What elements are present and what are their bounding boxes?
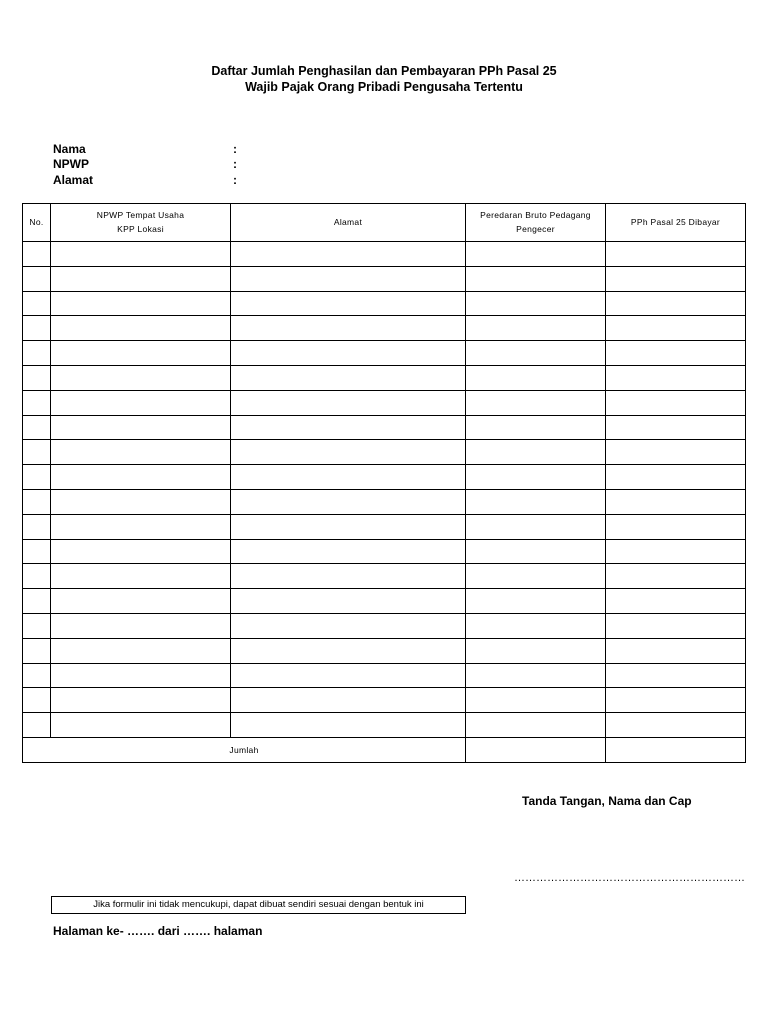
- table-header-row: [23, 204, 746, 242]
- cell-no[interactable]: [23, 465, 51, 490]
- cell-peredaran[interactable]: [466, 341, 606, 366]
- cell-peredaran[interactable]: [466, 514, 606, 539]
- cell-pph[interactable]: [606, 589, 746, 614]
- form-title-line2: Wajib Pajak Orang Pribadi Pengusaha Tertentu: [245, 80, 523, 94]
- cell-no[interactable]: [23, 539, 51, 564]
- cell-alamat[interactable]: [231, 539, 466, 564]
- cell-pph[interactable]: [606, 465, 746, 490]
- cell-no[interactable]: [23, 242, 51, 267]
- table-row: [23, 390, 746, 415]
- cell-pph[interactable]: [606, 489, 746, 514]
- cell-alamat[interactable]: [231, 291, 466, 316]
- info-sep: :: [233, 142, 237, 156]
- cell-peredaran[interactable]: [466, 440, 606, 465]
- cell-alamat[interactable]: [231, 514, 466, 539]
- table-row: [23, 514, 746, 539]
- cell-no[interactable]: [23, 440, 51, 465]
- col-header-npwp-line2: KPP Lokasi: [117, 223, 164, 234]
- cell-pph[interactable]: [606, 415, 746, 440]
- table-row: [23, 713, 746, 738]
- table-row: [23, 489, 746, 514]
- cell-pph[interactable]: [606, 341, 746, 366]
- cell-no[interactable]: [23, 291, 51, 316]
- cell-npwp[interactable]: [51, 613, 231, 638]
- cell-no[interactable]: [23, 713, 51, 738]
- info-sep: :: [233, 157, 237, 171]
- table-row: [23, 316, 746, 341]
- info-label-npwp: NPWP: [53, 157, 89, 171]
- cell-npwp[interactable]: [51, 663, 231, 688]
- cell-alamat[interactable]: [231, 415, 466, 440]
- cell-alamat[interactable]: [231, 564, 466, 589]
- cell-npwp[interactable]: [51, 440, 231, 465]
- signature-label: Tanda Tangan, Nama dan Cap: [522, 794, 692, 808]
- col-header-peredaran-line2: Pengecer: [516, 223, 555, 234]
- cell-npwp[interactable]: [51, 713, 231, 738]
- table-row: [23, 564, 746, 589]
- total-pph-cell[interactable]: [606, 737, 746, 762]
- cell-peredaran[interactable]: [466, 638, 606, 663]
- cell-no[interactable]: [23, 564, 51, 589]
- table-row: [23, 663, 746, 688]
- col-header-npwp-line1: NPWP Tempat Usaha: [96, 209, 185, 220]
- table-row: [23, 539, 746, 564]
- form-note-box: Jika formulir ini tidak mencukupi, dapat dibuat sendiri sesuai dengan bentuk ini: [51, 896, 466, 914]
- cell-no[interactable]: [23, 638, 51, 663]
- cell-no[interactable]: [23, 365, 51, 390]
- cell-pph[interactable]: [606, 291, 746, 316]
- cell-alamat[interactable]: [231, 465, 466, 490]
- cell-pph[interactable]: [606, 316, 746, 341]
- total-peredaran-cell[interactable]: [466, 737, 606, 762]
- col-header-no: No.: [23, 204, 51, 242]
- cell-peredaran[interactable]: [466, 713, 606, 738]
- cell-alamat[interactable]: [231, 440, 466, 465]
- cell-pph[interactable]: [606, 440, 746, 465]
- info-label-nama: Nama: [53, 142, 86, 156]
- cell-alamat[interactable]: [231, 613, 466, 638]
- cell-peredaran[interactable]: [466, 489, 606, 514]
- cell-npwp[interactable]: [51, 564, 231, 589]
- table-body: [23, 242, 746, 738]
- cell-alamat[interactable]: [231, 365, 466, 390]
- cell-npwp[interactable]: [51, 688, 231, 713]
- cell-peredaran[interactable]: [466, 316, 606, 341]
- cell-npwp[interactable]: [51, 415, 231, 440]
- page-number-text: Halaman ke- ……. dari ……. halaman: [53, 924, 263, 938]
- table-row: [23, 242, 746, 267]
- table-row: [23, 688, 746, 713]
- cell-pph[interactable]: [606, 564, 746, 589]
- cell-pph[interactable]: [606, 242, 746, 267]
- cell-peredaran[interactable]: [466, 663, 606, 688]
- cell-alamat[interactable]: [231, 341, 466, 366]
- cell-no[interactable]: [23, 415, 51, 440]
- cell-no[interactable]: [23, 489, 51, 514]
- table-row: [23, 465, 746, 490]
- cell-pph[interactable]: [606, 266, 746, 291]
- cell-no[interactable]: [23, 613, 51, 638]
- cell-peredaran[interactable]: [466, 390, 606, 415]
- cell-alamat[interactable]: [231, 638, 466, 663]
- cell-alamat[interactable]: [231, 688, 466, 713]
- cell-peredaran[interactable]: [466, 539, 606, 564]
- cell-no[interactable]: [23, 316, 51, 341]
- total-label: Jumlah: [23, 737, 466, 762]
- cell-alamat[interactable]: [231, 316, 466, 341]
- cell-no[interactable]: [23, 266, 51, 291]
- cell-alamat[interactable]: [231, 589, 466, 614]
- cell-alamat[interactable]: [231, 663, 466, 688]
- cell-pph[interactable]: [606, 638, 746, 663]
- cell-alamat[interactable]: [231, 489, 466, 514]
- info-row-alamat: [53, 173, 237, 187]
- cell-npwp[interactable]: [51, 365, 231, 390]
- cell-no[interactable]: [23, 663, 51, 688]
- cell-peredaran[interactable]: [466, 465, 606, 490]
- cell-peredaran[interactable]: [466, 415, 606, 440]
- cell-peredaran[interactable]: [466, 589, 606, 614]
- cell-pph[interactable]: [606, 365, 746, 390]
- cell-pph[interactable]: [606, 713, 746, 738]
- cell-pph[interactable]: [606, 688, 746, 713]
- cell-no[interactable]: [23, 341, 51, 366]
- cell-npwp[interactable]: [51, 638, 231, 663]
- cell-npwp[interactable]: [51, 390, 231, 415]
- table-row: [23, 415, 746, 440]
- cell-npwp[interactable]: [51, 291, 231, 316]
- cell-peredaran[interactable]: [466, 688, 606, 713]
- cell-no[interactable]: [23, 390, 51, 415]
- col-header-pph: PPh Pasal 25 Dibayar: [606, 204, 746, 242]
- table-row: [23, 365, 746, 390]
- cell-npwp[interactable]: [51, 465, 231, 490]
- tax-table: [22, 203, 746, 763]
- cell-npwp[interactable]: [51, 514, 231, 539]
- info-row-nama: [53, 142, 237, 156]
- cell-alamat[interactable]: [231, 266, 466, 291]
- cell-peredaran[interactable]: [466, 613, 606, 638]
- cell-pph[interactable]: [606, 663, 746, 688]
- cell-alamat[interactable]: [231, 242, 466, 267]
- cell-npwp[interactable]: [51, 489, 231, 514]
- info-label-alamat: Alamat: [53, 173, 94, 187]
- cell-peredaran[interactable]: [466, 266, 606, 291]
- cell-pph[interactable]: [606, 514, 746, 539]
- table-row: [23, 291, 746, 316]
- cell-pph[interactable]: [606, 539, 746, 564]
- table-row: [23, 266, 746, 291]
- cell-npwp[interactable]: [51, 341, 231, 366]
- table-row: [23, 589, 746, 614]
- cell-pph[interactable]: [606, 390, 746, 415]
- cell-npwp[interactable]: [51, 266, 231, 291]
- cell-npwp[interactable]: [51, 242, 231, 267]
- cell-npwp[interactable]: [51, 539, 231, 564]
- cell-pph[interactable]: [606, 613, 746, 638]
- cell-peredaran[interactable]: [466, 291, 606, 316]
- cell-no[interactable]: [23, 514, 51, 539]
- info-row-npwp: [53, 157, 237, 171]
- cell-npwp[interactable]: [51, 589, 231, 614]
- cell-peredaran[interactable]: [466, 564, 606, 589]
- form-title-line1: Daftar Jumlah Penghasilan dan Pembayaran PPh Pasal 25: [211, 64, 557, 78]
- table-row: [23, 440, 746, 465]
- cell-peredaran[interactable]: [466, 365, 606, 390]
- table-row: [23, 341, 746, 366]
- total-row: [23, 737, 746, 762]
- cell-no[interactable]: [23, 589, 51, 614]
- cell-no[interactable]: [23, 688, 51, 713]
- cell-alamat[interactable]: [231, 390, 466, 415]
- col-header-npwp: [51, 204, 231, 242]
- col-header-peredaran: [466, 204, 606, 242]
- col-header-peredaran-line1: Peredaran Bruto Pedagang: [480, 209, 591, 220]
- cell-npwp[interactable]: [51, 316, 231, 341]
- table-row: [23, 638, 746, 663]
- col-header-alamat: Alamat: [231, 204, 466, 242]
- table-row: [23, 613, 746, 638]
- signature-line: ………………………………………………………: [514, 872, 745, 884]
- cell-peredaran[interactable]: [466, 242, 606, 267]
- info-sep: :: [233, 173, 237, 187]
- cell-alamat[interactable]: [231, 713, 466, 738]
